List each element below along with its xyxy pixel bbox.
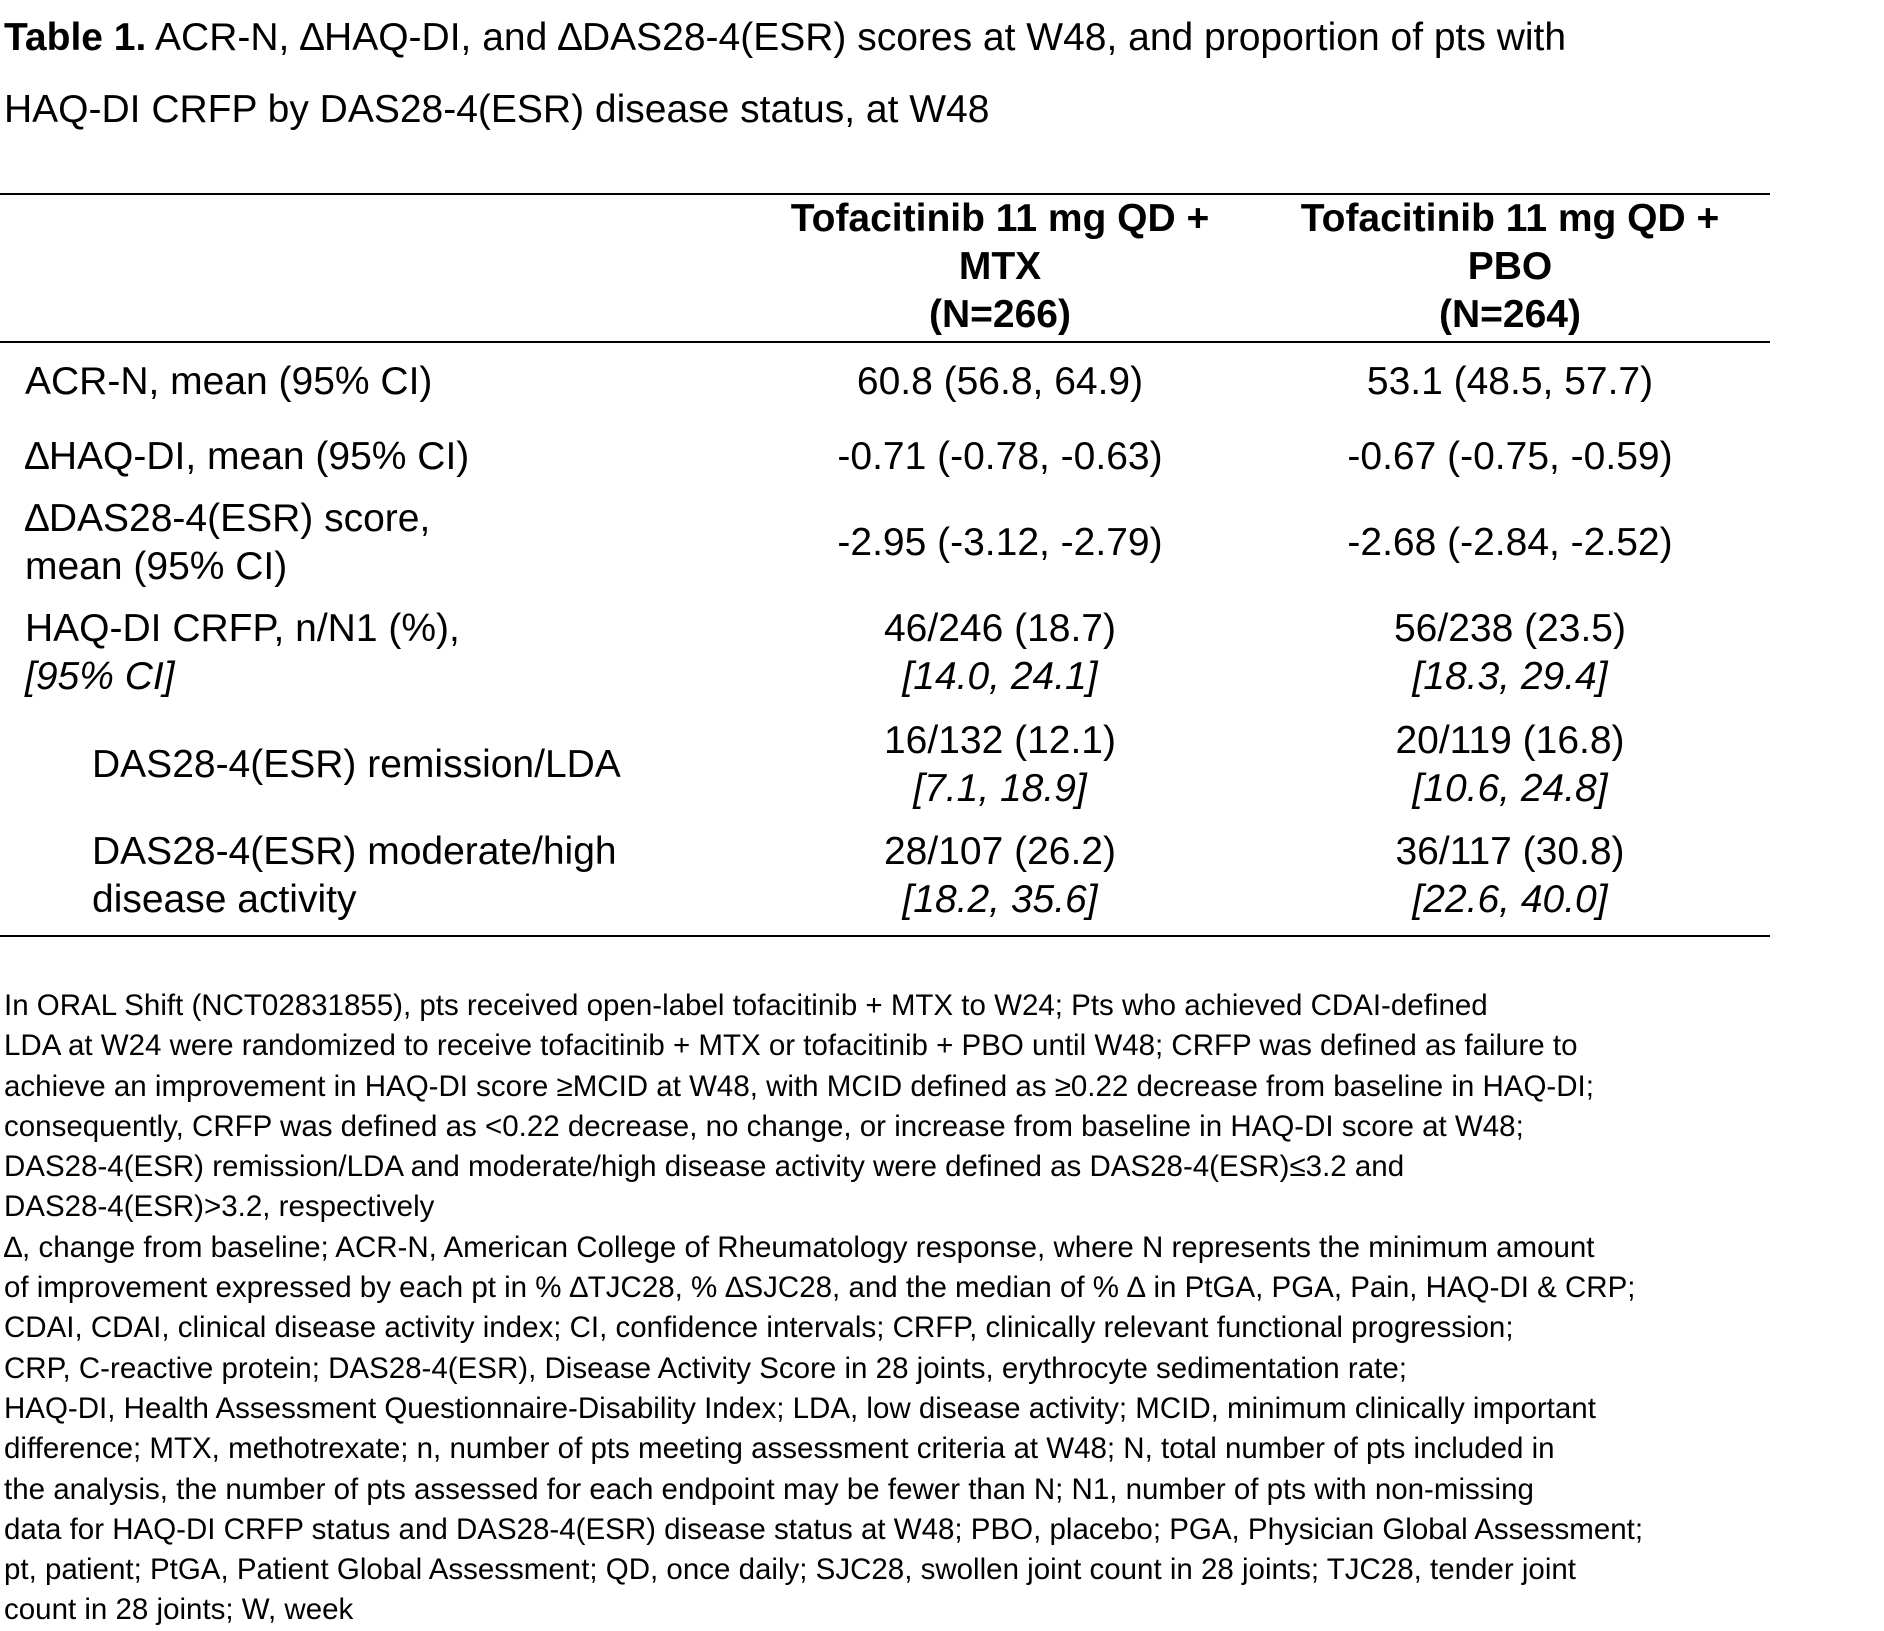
cell-mtx: [750, 816, 1250, 936]
footnote-line: difference; MTX, methotrexate; n, number of pts meeting assessment criteria at W48; N, total number of pts included in: [4, 1432, 1555, 1466]
cell-ci: [7.1, 18.9]: [913, 767, 1087, 810]
cell-pbo: -2.68 (-2.84, -2.52): [1347, 521, 1673, 564]
cell-ci: [14.0, 24.1]: [902, 655, 1098, 698]
header-mtx-line-3: (N=266): [929, 293, 1071, 336]
footnote-line: In ORAL Shift (NCT02831855), pts received open-label tofacitinib + MTX to W24; Pts who achieved CDAI-defined: [4, 989, 1488, 1022]
header-pbo-line-3: (N=264): [1439, 293, 1581, 336]
footnote-line: CRP, C-reactive protein; DAS28-4(ESR), Disease Activity Score in 28 joints, erythrocyte sedimentation rate;: [4, 1351, 1407, 1385]
header-empty-cell: [0, 194, 750, 342]
footnote-line: the analysis, the number of pts assessed for each endpoint may be fewer than N; N1, number of pts with non-missing: [4, 1472, 1534, 1506]
table-row-remission-lda: [0, 714, 1770, 816]
footnotes: [4, 986, 1884, 1631]
table-row-haq-di-crfp: [0, 592, 1770, 714]
caption-line-2: HAQ-DI CRFP by DAS28-4(ESR) disease status, at W48: [4, 88, 990, 131]
table-header-row: [0, 194, 1770, 342]
header-mtx-line-1: Tofacitinib 11 mg QD +: [790, 197, 1210, 240]
cell-pbo: [1250, 714, 1770, 816]
cell-value: 36/117 (30.8): [1395, 829, 1625, 873]
cell-pbo: 53.1 (48.5, 57.7): [1366, 359, 1654, 403]
cell-value: 20/119 (16.8): [1395, 719, 1625, 762]
footnote-line: DAS28-4(ESR)>3.2, respectively: [4, 1190, 435, 1224]
cell-value: 46/246 (18.7): [883, 607, 1116, 650]
row-label-line-1: ∆DAS28-4(ESR) score,: [25, 497, 431, 540]
header-pbo-line-1: Tofacitinib 11 mg QD +: [1300, 197, 1720, 240]
table-row-haq-di: [0, 420, 1770, 494]
footnote-line: pt, patient; PtGA, Patient Global Assessment; QD, once daily; SJC28, swollen joint count in 28 joints; TJC28, tender joint: [4, 1553, 1576, 1587]
row-label-line-2: [95% CI]: [25, 655, 175, 698]
row-label: ∆HAQ-DI, mean (95% CI): [25, 435, 470, 478]
row-label: ACR-N, mean (95% CI): [25, 359, 433, 403]
row-label-line-2: disease activity: [92, 877, 357, 921]
footnote-line: achieve an improvement in HAQ-DI score ≥MCID at W48, with MCID defined as ≥0.22 decrease from baseline in HAQ-DI;: [4, 1069, 1594, 1103]
cell-mtx: [750, 592, 1250, 714]
footnote-line: data for HAQ-DI CRFP status and DAS28-4(ESR) disease status at W48; PBO, placebo; PGA, Physician Global Assessment;: [4, 1512, 1644, 1546]
results-table: [0, 193, 1770, 937]
footnote-line: count in 28 joints; W, week: [4, 1593, 354, 1627]
cell-mtx: 60.8 (56.8, 64.9): [856, 359, 1144, 403]
header-mtx-arm: [750, 194, 1250, 342]
cell-value: 28/107 (26.2): [883, 829, 1116, 873]
footnote-line: of improvement expressed by each pt in % ∆TJC28, % ∆SJC28, and the median of % ∆ in PtGA, PGA, Pain, HAQ-DI & CRP;: [4, 1271, 1636, 1305]
cell-ci: [10.6, 24.8]: [1412, 767, 1608, 810]
cell-ci: [22.6, 40.0]: [1412, 877, 1608, 921]
cell-pbo: [1250, 816, 1770, 936]
table-caption: [4, 2, 1764, 146]
row-label-line-1: HAQ-DI CRFP, n/N1 (%),: [25, 607, 460, 650]
row-label: [0, 592, 750, 714]
row-label: [0, 494, 750, 592]
header-pbo-line-2: PBO: [1467, 245, 1553, 288]
row-label-line-1: DAS28-4(ESR) moderate/high: [92, 829, 617, 873]
header-pbo-arm: [1250, 194, 1770, 342]
table-row-acr-n: [0, 342, 1770, 420]
cell-pbo: [1250, 592, 1770, 714]
footnote-line: CDAI, CDAI, clinical disease activity index; CI, confidence intervals; CRFP, clinically relevant functional progression;: [4, 1311, 1514, 1345]
footnote-line: LDA at W24 were randomized to receive tofacitinib + MTX or tofacitinib + PBO until W48; CRFP was defined as failure to: [4, 1029, 1578, 1063]
table-row-das28: [0, 494, 1770, 592]
cell-ci: [18.2, 35.6]: [902, 877, 1098, 921]
row-label: DAS28-4(ESR) remission/LDA: [92, 743, 621, 786]
footnote-line: ∆, change from baseline; ACR-N, American College of Rheumatology response, where N represents the minimum amount: [4, 1230, 1595, 1264]
caption-line-1: ACR-N, ∆HAQ-DI, and ∆DAS28-4(ESR) scores at W48, and proportion of pts with: [155, 16, 1567, 59]
header-mtx-line-2: MTX: [958, 245, 1042, 288]
cell-mtx: -0.71 (-0.78, -0.63): [837, 435, 1163, 478]
caption-label: Table 1.: [4, 16, 147, 59]
cell-mtx: -2.95 (-3.12, -2.79): [837, 521, 1163, 564]
footnote-line: HAQ-DI, Health Assessment Questionnaire-Disability Index; LDA, low disease activity; MCID, minimum clinically important: [4, 1391, 1596, 1425]
cell-mtx: [750, 714, 1250, 816]
cell-pbo: -0.67 (-0.75, -0.59): [1347, 435, 1673, 478]
row-label-line-2: mean (95% CI): [25, 545, 288, 588]
cell-value: 56/238 (23.5): [1393, 607, 1626, 650]
cell-value: 16/132 (12.1): [883, 719, 1116, 762]
footnote-line: consequently, CRFP was defined as <0.22 decrease, no change, or increase from baseline in HAQ-DI score at W48;: [4, 1109, 1524, 1143]
table-row-moderate-high: [0, 816, 1770, 936]
footnote-line: DAS28-4(ESR) remission/LDA and moderate/high disease activity were defined as DAS28-4(ESR)≤3.2 and: [4, 1150, 1405, 1184]
cell-ci: [18.3, 29.4]: [1412, 655, 1608, 698]
row-label: [0, 816, 750, 936]
